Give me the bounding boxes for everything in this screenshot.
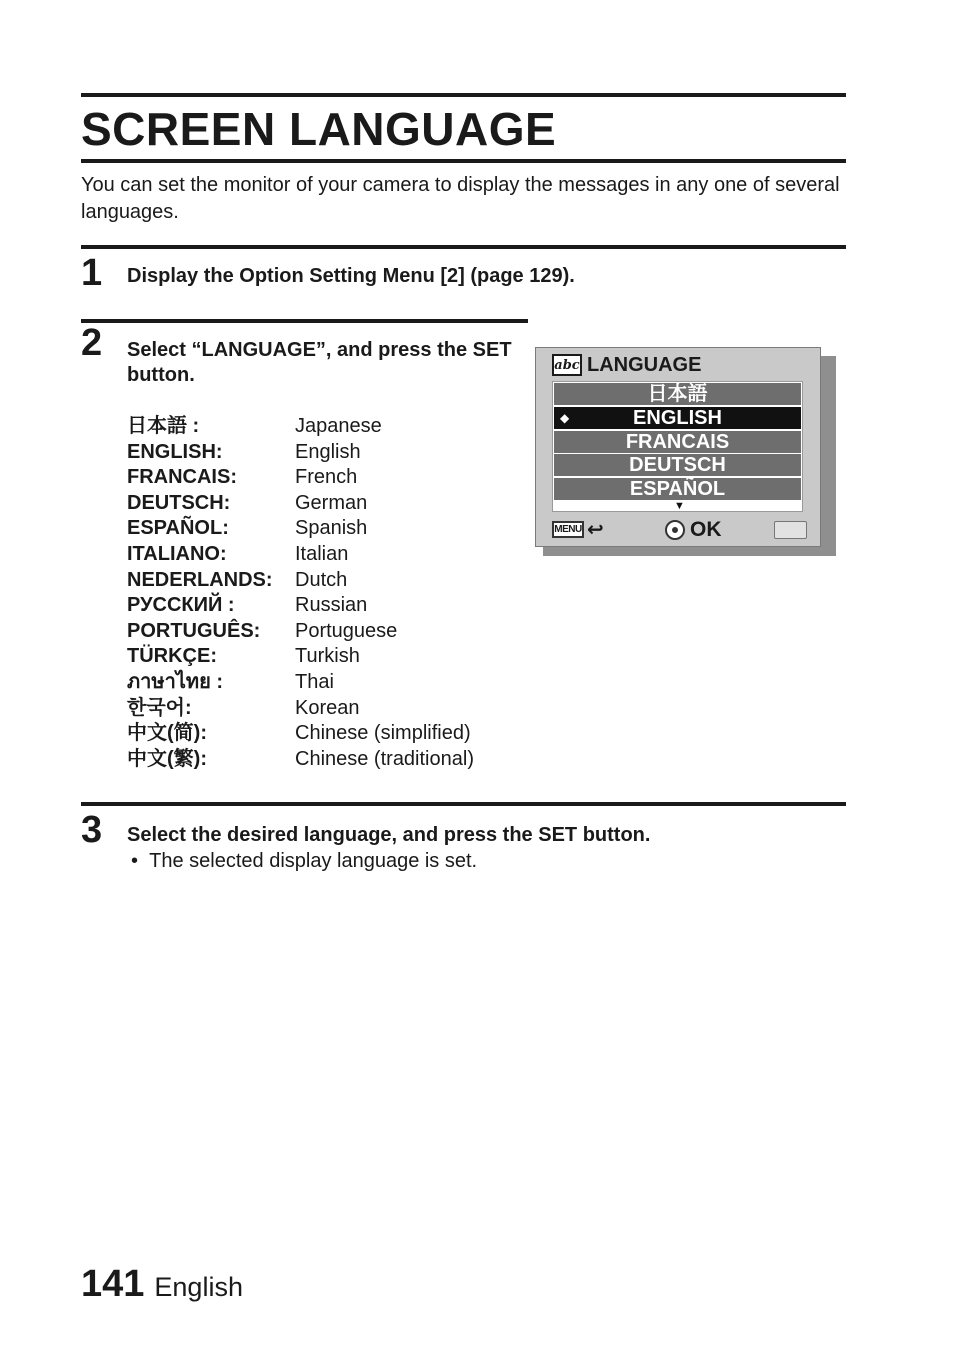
language-table [127,414,474,772]
menu-item-espanol[interactable] [554,478,801,500]
language-native-name: 한국어: [127,696,192,719]
menu-item-label: ESPAÑOL [629,478,726,500]
language-row [127,568,474,594]
step-3-number: 3 [81,809,103,851]
language-row [127,747,474,773]
step-2-number: 2 [81,322,103,364]
menu-item-english[interactable] [554,407,801,429]
menu-item-label: FRANCAIS [625,431,730,453]
return-icon: ↩ [587,519,604,541]
language-english-name: Turkish [295,645,360,668]
bullet-mark: • [131,850,150,872]
language-row [127,696,474,722]
language-row [127,440,474,466]
top-rule [81,93,846,97]
language-english-name: German [295,491,368,514]
step-1-text: Display the Option Setting Menu [2] (page 129). [127,265,575,287]
language-english-name: Spanish [295,517,368,540]
camera-screen-header [552,351,701,379]
language-menu-list [552,381,803,512]
step-3-text: Select the desired language, and press the SET button. [127,824,651,846]
camera-screen-title: LANGUAGE [587,353,702,376]
language-native-name: ITALIANO: [127,542,227,565]
page-footer [81,1262,243,1314]
memory-card-icon [774,521,807,539]
language-row [127,721,474,747]
language-native-name: 日本語 : [127,415,200,437]
language-english-name: French [295,466,358,489]
language-native-name: NEDERLANDS: [127,568,273,591]
language-row [127,465,474,491]
language-english-name: Japanese [295,415,382,437]
language-native-name: FRANCAIS: [127,466,237,489]
language-row [127,542,474,568]
camera-screen-footer [552,519,808,541]
language-row [127,414,474,440]
down-arrow-icon: ▼ [674,500,685,512]
language-native-name: ภาษาไทย : [127,670,224,693]
menu-item-francais[interactable] [554,431,801,453]
language-english-name: Portuguese [295,619,398,642]
language-native-name: ESPAÑOL: [127,517,229,540]
step-2-text: Select “LANGUAGE”, and press the SET button. [127,339,512,386]
language-native-name: РУССКИЙ : [127,594,235,617]
abc-icon: abc [552,354,582,376]
title-underline [81,159,846,163]
language-english-name: Dutch [295,568,348,591]
menu-icon: MENU [552,521,584,538]
language-row [127,516,474,542]
language-english-name: Chinese (traditional) [295,747,474,770]
step-2-rule [81,319,528,323]
language-row [127,593,474,619]
language-native-name: DEUTSCH: [127,491,231,514]
bullet-text: The selected display language is set. [149,850,478,872]
page-number: 141 [81,1263,145,1305]
step-3-rule [81,802,846,806]
language-row [127,644,474,670]
language-native-name: 中文(简): [127,722,207,745]
language-row [127,670,474,696]
language-english-name: Korean [295,696,360,719]
menu-item-label: DEUTSCH [629,454,726,476]
menu-item-label: ENGLISH [633,407,722,429]
ok-label: OK [690,518,722,541]
joystick-icon [665,520,685,540]
language-english-name: English [295,440,361,463]
footer-language: English [154,1272,243,1302]
language-english-name: Russian [295,594,368,617]
menu-item-label: 日本語 [647,383,708,405]
language-row [127,619,474,645]
step-1-rule [81,245,846,249]
language-row [127,491,474,517]
step-1-number: 1 [81,252,103,294]
step-3-bullet [131,849,477,874]
language-native-name: TÜRKÇE: [127,645,217,668]
menu-item-japanese[interactable] [554,383,801,405]
intro-text: You can set the monitor of your camera to display the messages in any one of several languages. [81,174,840,223]
language-english-name: Italian [295,542,349,565]
camera-screen [535,347,821,547]
language-english-name: Chinese (simplified) [295,722,471,745]
page-title: SCREEN LANGUAGE [81,103,557,155]
language-native-name: 中文(繁): [127,747,207,770]
language-native-name: ENGLISH: [127,440,223,463]
menu-item-deutsch[interactable] [554,454,801,476]
language-native-name: PORTUGUÊS: [127,619,261,642]
selection-diamond-icon: ◆ [560,411,570,425]
language-english-name: Thai [295,670,334,693]
